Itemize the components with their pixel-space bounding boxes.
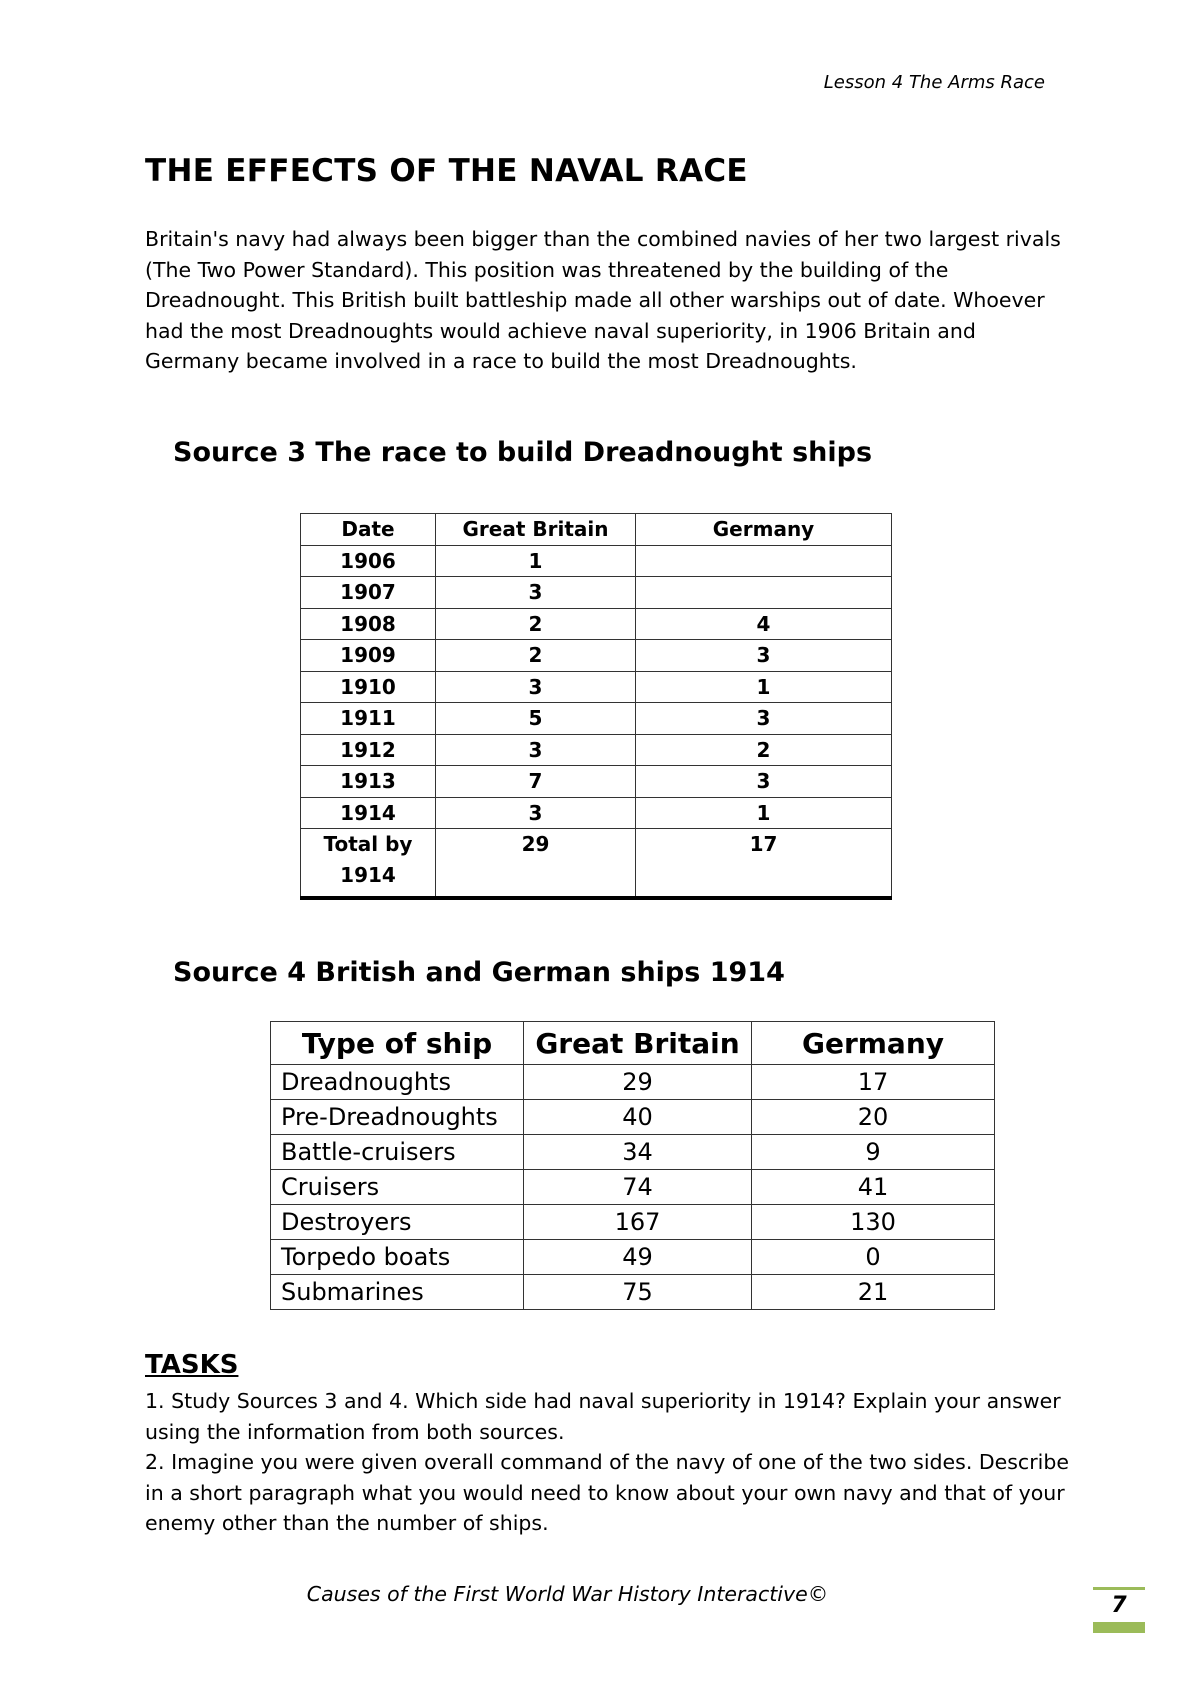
intro-paragraph: Britain's navy had always been bigger than the combined navies of her two largest rivals (The Two Power Standard). This position was threatened by the building of the Dreadnought. This British built battleship made all other warships out of date. Whoever had the most Dreadnoughts would achieve naval superiority, in 1906 Britain and Germany became involved in a race to build the most Dreadnoughts. [145,227,1061,373]
table-cell: 1908 [301,608,436,640]
table-cell: 2 [436,608,636,640]
table-cell: Torpedo boats [271,1240,524,1275]
column-header: Type of ship [271,1022,524,1065]
table-cell: 17 [752,1065,995,1100]
table-row [301,766,892,798]
column-header: Great Britain [436,514,636,546]
table-cell: 3 [436,734,636,766]
table-row [301,608,892,640]
table-cell: Submarines [271,1275,524,1310]
table-cell: 167 [524,1205,752,1240]
table-cell: 3 [436,797,636,829]
table-cell: 3 [436,671,636,703]
table-cell: Pre-Dreadnoughts [271,1100,524,1135]
accent-bar-bottom [1093,1622,1145,1633]
table-cell: 1911 [301,703,436,735]
table-cell: Destroyers [271,1205,524,1240]
table-cell: 1914 [301,797,436,829]
table-cell: 0 [752,1240,995,1275]
table-cell: Battle-cruisers [271,1135,524,1170]
footer-text: Causes of the First World War History Interactive© [306,1582,829,1606]
ship-types-table [270,1021,995,1310]
total-row [301,829,892,899]
table-row [271,1240,995,1275]
table-cell: 3 [636,703,892,735]
table-cell: 74 [524,1170,752,1205]
table-row [301,734,892,766]
page-number-badge [1093,1587,1145,1633]
page-title: THE EFFECTS OF THE NAVAL RACE [145,153,748,189]
page-number: 7 [1111,1593,1127,1618]
table-cell: 3 [636,766,892,798]
table-cell: 75 [524,1275,752,1310]
table-row [301,545,892,577]
dreadnought-race-table [300,513,892,900]
table-cell: 17 [636,829,892,899]
table-cell: 5 [436,703,636,735]
tasks-list [145,1386,1075,1539]
table-cell: 34 [524,1135,752,1170]
table-cell: 3 [436,577,636,609]
table-row [301,671,892,703]
table-cell: 29 [524,1065,752,1100]
column-header: Germany [636,514,892,546]
table-cell: 49 [524,1240,752,1275]
table-cell: 1909 [301,640,436,672]
table-row [271,1275,995,1310]
table-cell [636,545,892,577]
table-cell: 29 [436,829,636,899]
table-row [301,703,892,735]
column-header: Great Britain [524,1022,752,1065]
table-cell: Cruisers [271,1170,524,1205]
table-row [271,1065,995,1100]
task-item: 1. Study Sources 3 and 4. Which side had naval superiority in 1914? Explain your answer using the information from both sources. [145,1389,1061,1444]
table-header-row [301,514,892,546]
source-3-heading: Source 3 The race to build Dreadnought ships [173,437,873,468]
table-row [271,1100,995,1135]
table-cell: Total by 1914 [301,829,436,899]
table-cell: 1913 [301,766,436,798]
table-cell: 1 [636,671,892,703]
table-row [271,1205,995,1240]
column-header: Germany [752,1022,995,1065]
table-cell: 40 [524,1100,752,1135]
table-cell: 4 [636,608,892,640]
table-cell: 1906 [301,545,436,577]
table-cell [636,577,892,609]
table-row [301,797,892,829]
source-4-heading: Source 4 British and German ships 1914 [173,957,785,988]
table-header-row [271,1022,995,1065]
table-row [271,1170,995,1205]
table-cell: 3 [636,640,892,672]
table-cell: 2 [636,734,892,766]
table-cell: Dreadnoughts [271,1065,524,1100]
table-row [271,1135,995,1170]
table-cell: 130 [752,1205,995,1240]
table-cell: 41 [752,1170,995,1205]
column-header: Date [301,514,436,546]
table-row [301,577,892,609]
lesson-header: Lesson 4 The Arms Race [823,72,1045,93]
table-cell: 20 [752,1100,995,1135]
table-cell: 7 [436,766,636,798]
table-cell: 1912 [301,734,436,766]
table-cell: 1910 [301,671,436,703]
table-cell: 9 [752,1135,995,1170]
table-cell: 1907 [301,577,436,609]
task-item: 2. Imagine you were given overall command of the navy of one of the two sides. Describe in a short paragraph what you would need to know about your own navy and that of your enemy other than the number of ships. [145,1450,1069,1535]
table-cell: 21 [752,1275,995,1310]
table-cell: 2 [436,640,636,672]
table-row [301,640,892,672]
table-cell: 1 [636,797,892,829]
table-cell: 1 [436,545,636,577]
tasks-heading: TASKS [145,1350,239,1380]
